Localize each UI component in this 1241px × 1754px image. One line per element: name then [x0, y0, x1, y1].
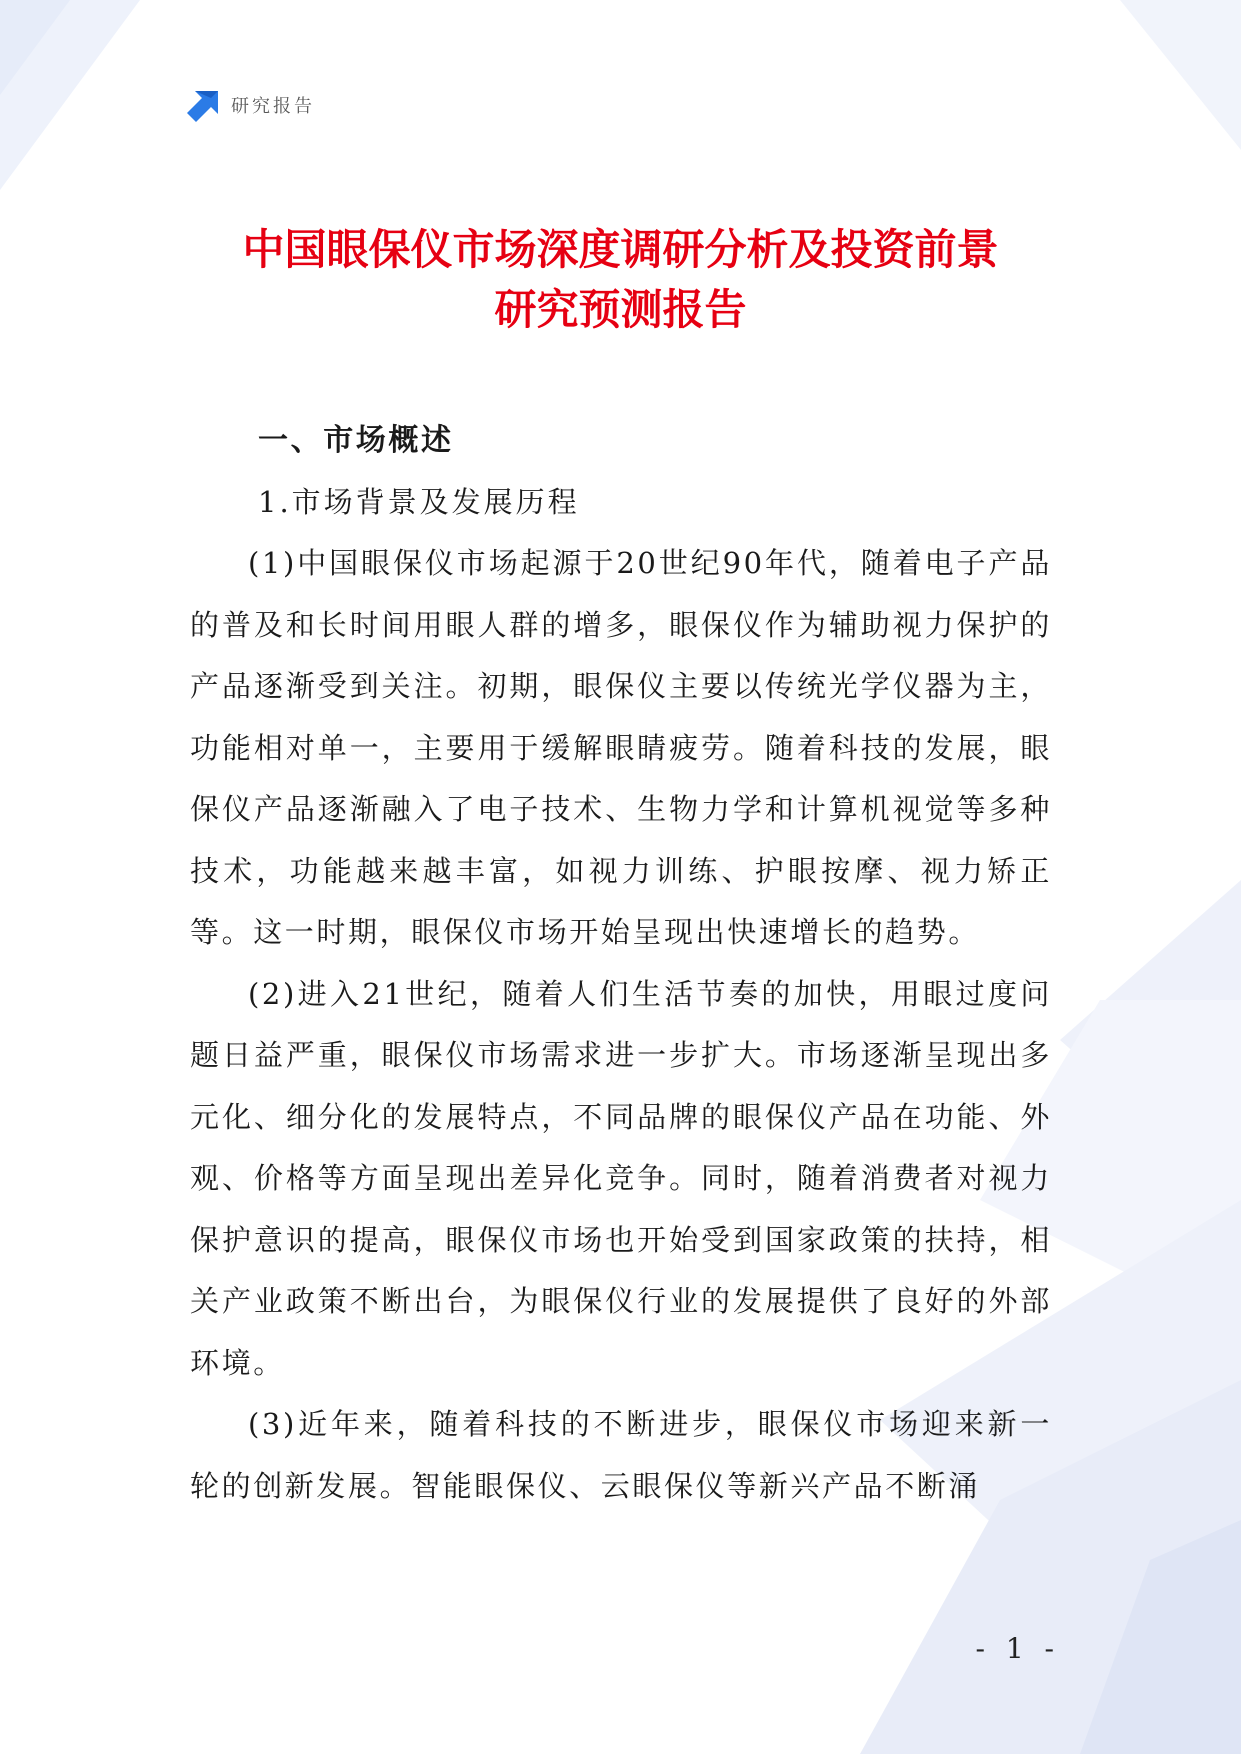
report-title: [150, 220, 1091, 340]
title-line-2: 研究预测报告: [494, 285, 747, 334]
arrow-up-right-icon: [187, 88, 221, 122]
paragraph-2: (2)进入21世纪，随着人们生活节奏的加快，用眼过度问题日益严重，眼保仪市场需求进一步扩大。市场逐渐呈现出多元化、细分化的发展特点，不同品牌的眼保仪产品在功能、外观、价格等方面呈现出差异化竞争。同时，随着消费者对视力保护意识的提高，眼保仪市场也开始受到国家政策的扶持，相关产业政策不断出台，为眼保仪行业的发展提供了良好的外部环境。: [190, 976, 1052, 1380]
header-label: 研究报告: [231, 96, 315, 117]
paragraph-1: (1)中国眼保仪市场起源于20世纪90年代，随着电子产品的普及和长时间用眼人群的增多，眼保仪作为辅助视力保护的产品逐渐受到关注。初期，眼保仪主要以传统光学仪器为主，功能相对单一，主要用于缓解眼睛疲劳。随着科技的发展，眼保仪产品逐渐融入了电子技术、生物力学和计算机视觉等多种技术，功能越来越丰富，如视力训练、护眼按摩、视力矫正等。这一时期，眼保仪市场开始呈现出快速增长的趋势。: [190, 546, 1052, 949]
subsection-heading: 1.市场背景及发展历程: [258, 484, 580, 519]
section-heading: 一、市场概述: [258, 423, 454, 458]
paragraph-3: (3)近年来，随着科技的不断进步，眼保仪市场迎来新一轮的创新发展。智能眼保仪、云眼保仪等新兴产品不断涌: [190, 1407, 1052, 1503]
title-line-1: 中国眼保仪市场深度调研分析及投资前景: [242, 225, 999, 274]
document-body: [190, 410, 1052, 1517]
report-header: [187, 88, 315, 122]
page-number: - 1 -: [975, 1632, 1060, 1665]
